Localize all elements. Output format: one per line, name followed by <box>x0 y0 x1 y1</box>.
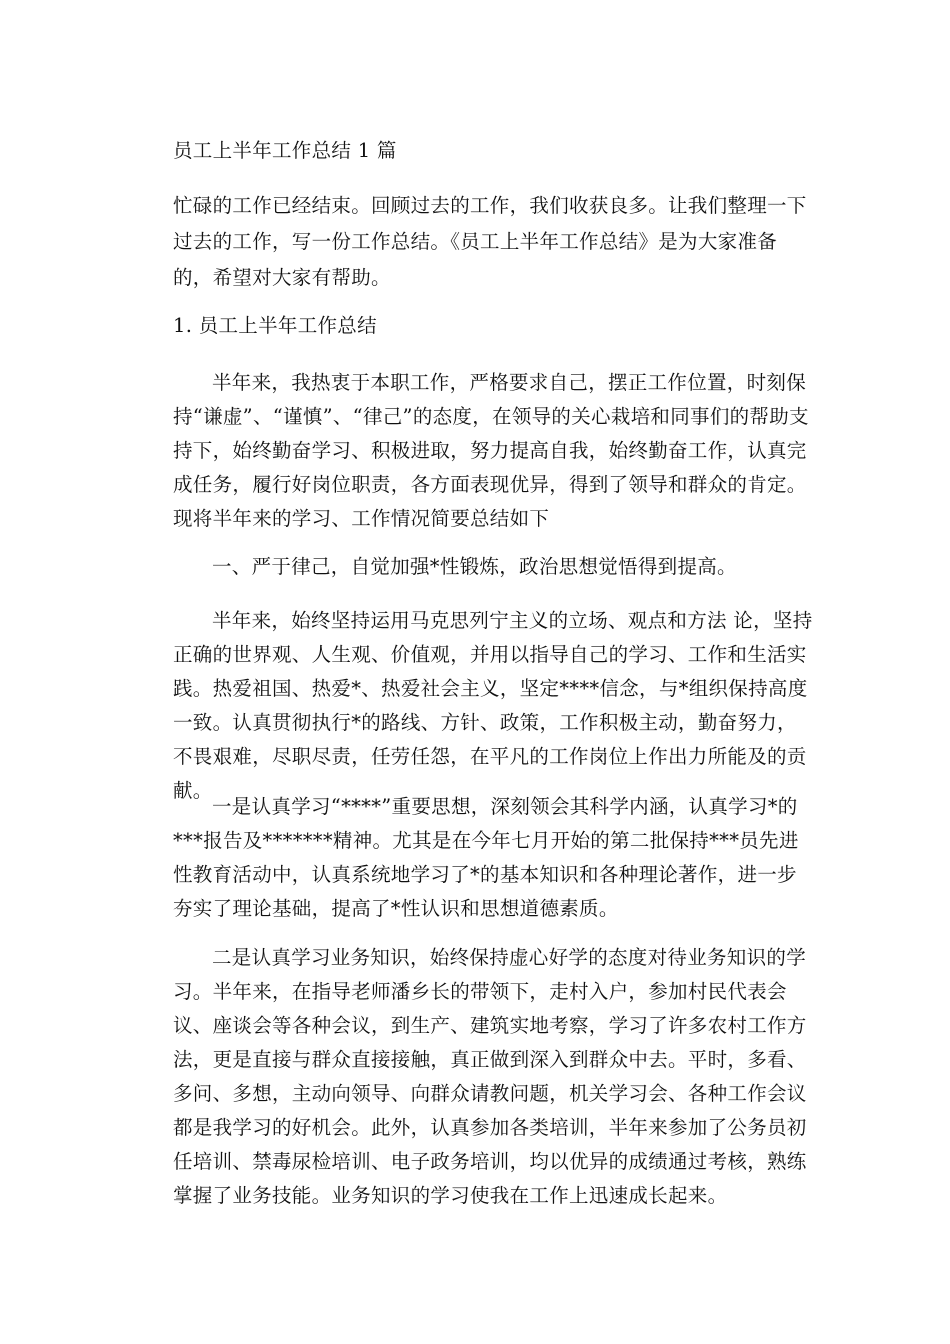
section-heading: 一、严于律己，自觉加强*性锻炼，政治思想觉悟得到提高。 <box>212 555 737 578</box>
section-subtitle: 1. 员工上半年工作总结 <box>173 314 377 337</box>
body-paragraph-4: 二是认真学习业务知识，始终保持虚心好学的态度对待业务知识的学习。半年来，在指导老师潘乡长的带领下，走村入户，参加村民代表会议、座谈会等各种会议，到生产、建筑实地考察，学习了许多农村工作方法，更是直接与群众直接接触，真正做到深入到群众中去。平时，多看、多问、多想，主动向领导、向群众请教问题，机关学习会、各种工作会议都是我学习的好机会。此外，认真参加各类培训，半年来参加了公务员初任培训、禁毒尿检培训、电子政务培训，均以优异的成绩通过考核，熟练掌握了业务技能。业务知识的学习使我在工作上迅速成长起来。 <box>173 946 807 1207</box>
body-paragraph-2: 半年来，始终坚持运用马克思列宁主义的立场、观点和方法 论，坚持正确的世界观、人生观、价值观，并用以指导自己的学习、工作和生活实践。热爱祖国、热爱*、热爱社会主义，坚定****信念，与*组织保持高度一致。认真贯彻执行*的路线、方针、政策，工作积极主动，勤奋努力，不畏艰难，尽职尽责，任劳任怨，在平凡的工作岗位上作出力所能及的贡献。 <box>173 609 813 802</box>
document-title: 员工上半年工作总结 1 篇 <box>173 139 397 162</box>
body-paragraph-3: 一是认真学习“****”重要思想，深刻领会其科学内涵，认真学习*的***报告及*******精神。尤其是在今年七月开始的第二批保持***员先进性教育活动中，认真系统地学习了*的基本知识和各种理论著作，进一步夯实了理论基础，提高了*性认识和思想道德素质。 <box>173 795 799 920</box>
intro-paragraph: 忙碌的工作已经结束。回顾过去的工作，我们收获良多。让我们整理一下过去的工作，写一份工作总结。《员工上半年工作总结》是为大家准备的，希望对大家有帮助。 <box>173 194 807 289</box>
body-paragraph-1: 半年来，我热衷于本职工作，严格要求自己，摆正工作位置，时刻保持“谦虚”、“谨慎”、“律己”的态度，在领导的关心栽培和同事们的帮助支持下，始终勤奋学习、积极进取，努力提高自我，始终勤奋工作，认真完成任务，履行好岗位职责，各方面表现优异，得到了领导和群众的肯定。现将半年来的学习、工作情况简要总结如下 <box>173 371 809 530</box>
